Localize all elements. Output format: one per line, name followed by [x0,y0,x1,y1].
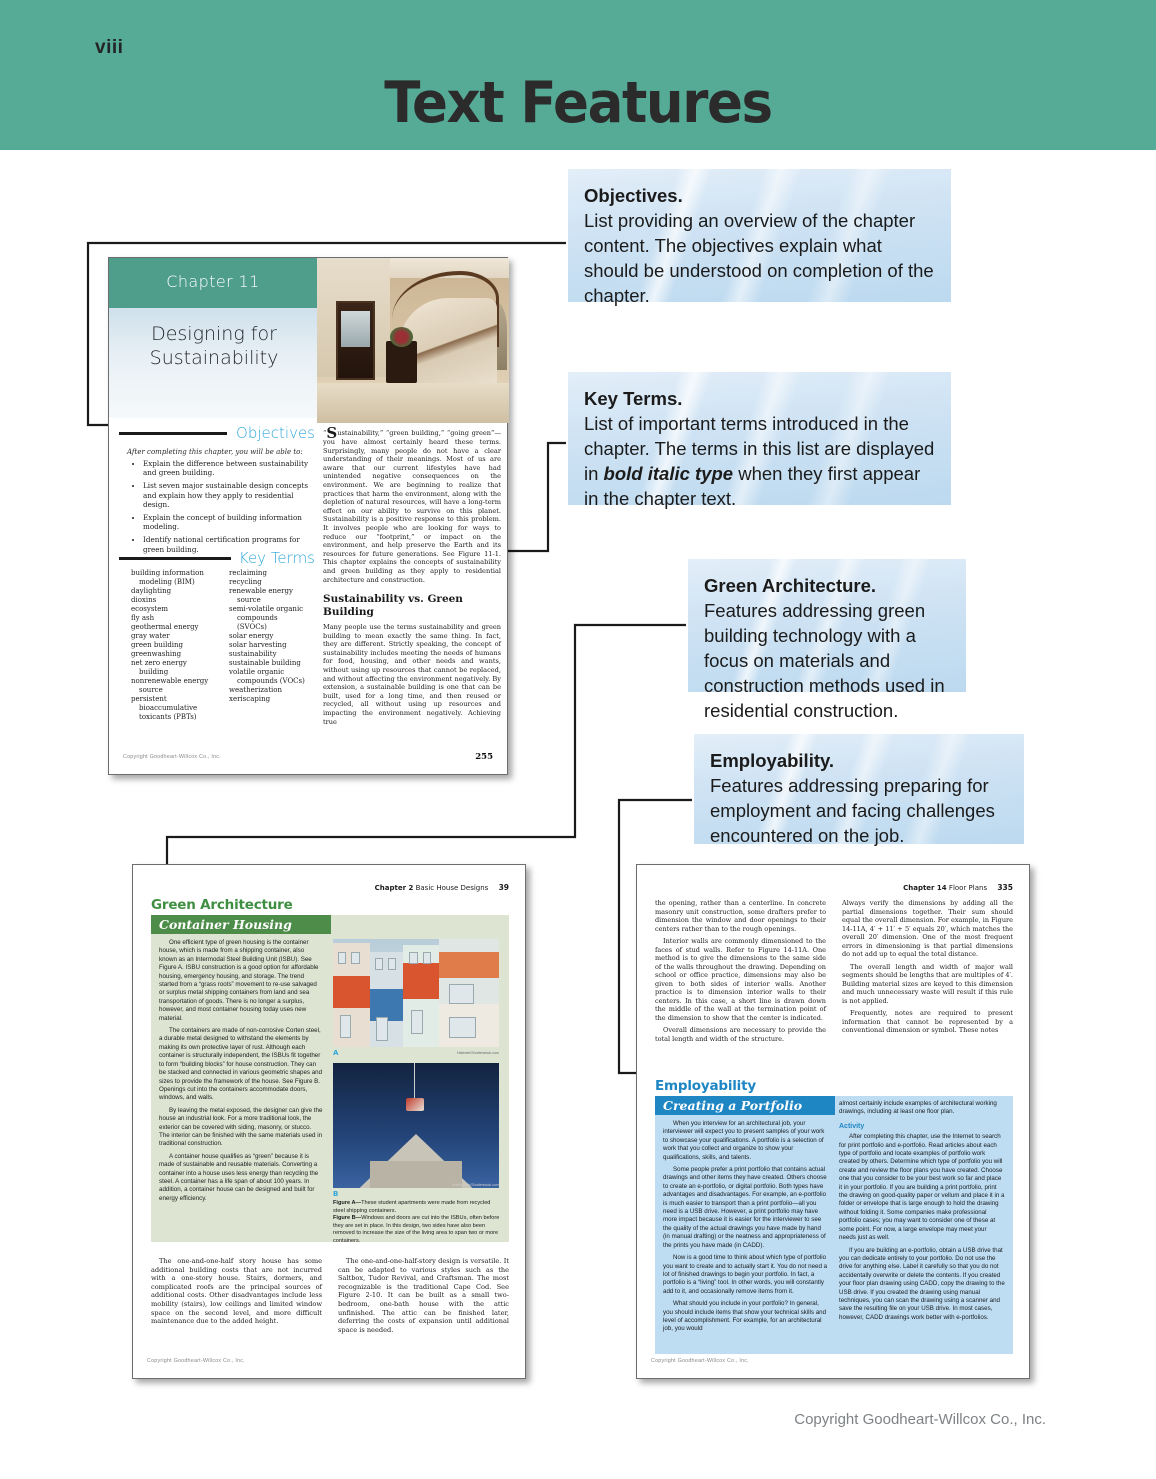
key-term: weatherization [229,686,282,694]
callout-objectives-title: Objectives. [584,185,683,206]
key-term: compounds (VOCs) [237,677,305,685]
running-head-chapter: Chapter 14 [903,884,947,892]
paragraph: Some people prefer a print portfolio that contains actual drawings and other items they have created. Others choose to create an e-portfolio, or digital portfolio. Both types have advantages and disadvantages. For example, an e-portfolio is much easier to transport than a print portfolio—all you need is a USB drive. However, a print portfolio may have more impact because it is easier for the interviewer to see the quality of the actual drawings you have made by hand (in manual drafting) or the neatness and appropriateness of the prints you have made (in CADD). [663,1166,827,1249]
key-term: renewable energy [229,587,293,595]
objectives-heading-row [119,424,315,442]
key-term: modeling (BIM) [139,578,195,586]
list-item: • Identify national certification programs for green building. [143,535,309,554]
green-architecture-heading: Green Architecture [151,897,293,913]
paragraph: One efficient type of green housing is the container house, which is made from a shipping container, also known as an Intermodal Steel Building Unit (ISBU). See Figure A. ISBU construction is a good option for affordable housing, emergency housing, and storage. The trend started from a “grass roots” movement to re-use salvaged or surplus metal shipping containers from land and sea transportation of goods. There is no longer a surplus, however, and most container housing today uses new material. [159,939,319,1022]
section-heading: Sustainability vs. Green Building [323,593,463,619]
figure-b-container-house-photo [333,1063,499,1188]
paragraph: After completing this chapter, use the Internet to search for print portfolio and e-portfolio. Read articles about each type of portfolio and locate examples of portfolio work created by others. Determine which type of portfolio you will create and review the floor plans you have created. Choose one that you consider to be your best work so far and place it in your portfolio. If you are building a print portfolio, print the drawing on good-quality paper or vellum and place it in a folder or envelope that is large enough to hold the drawing without folding it. Some companies make professional portfolio cases; you may want to consider one of these at some point. For now, a large envelope may meet your needs just as well. [839,1133,1005,1242]
key-term: bioaccumulative [139,704,198,712]
running-head-title: Floor Plans [948,884,988,892]
list-item: • List seven major sustainable design concepts and explain how they apply to residential design. [143,481,309,509]
figure-captions [333,1200,501,1246]
callout-employability-title: Employability. [710,750,835,771]
green-architecture-subhead-banner [151,915,331,934]
running-head-title: Basic House Designs [415,884,489,892]
book-page-chapter-opener [108,257,508,775]
key-term: net zero energy [131,659,187,667]
key-term: solar harvesting [229,641,287,649]
paragraph: Frequently, notes are required to present information that cannot be represented by a conventional dimension or symbol. These notes [842,1009,1013,1034]
figure-a-caption: These student apartments were made from recycled steel shipping containers. [333,1200,491,1214]
employability-panel [655,1096,1013,1354]
objectives-heading: Objectives [236,424,315,442]
figure-a-caption-label: Figure A— [333,1200,362,1206]
key-term: sustainable building [229,659,301,667]
chapter-title-line1: Designing for [151,323,277,345]
callout-key-terms [568,372,951,509]
running-head [903,883,1013,892]
chapter-title-line2: Sustainability [149,347,279,369]
objectives-rule [119,432,227,435]
key-term: building information [131,569,204,577]
paragraph: Overall dimensions are necessary to provide the total length and width of the structure. [655,1026,826,1043]
callout-green-architecture [688,559,966,721]
employability-subhead-banner [655,1096,835,1115]
paragraph: The overall length and width of major wall segments should be lengths that are multiples of 4′. Building material sizes are keyed to this dimension and much unnecessary waste will result if this rule is not applied. [842,962,1013,1005]
floor-plans-column-left [655,899,826,1047]
key-terms-column-1 [131,569,217,722]
key-term: reclaiming [229,569,267,577]
key-term: ecosystem [131,605,169,613]
page-copyright: Copyright Goodheart-Willcox Co., Inc. [147,1358,245,1364]
paragraph: What should you include in your portfolio? In general, you should include items that show your technical skills and level of accomplishment. For example, for an architectural job, you would [663,1300,827,1333]
callout-key-terms-body-part1: List of important terms introduced in the chapter. The terms in this list are displayed in [584,413,935,484]
running-head-chapter: Chapter 2 [374,884,414,892]
key-term: green building [131,641,184,649]
activity-heading: Activity [839,1122,865,1130]
paragraph: Now is a good time to think about which type of portfolio you want to create and to actually start it. You do not need a lot of finished drawings to begin your portfolio. In fact, a portfolio is a “living” tool. In other words, you will constantly add to it, and occasionally remove items from it. [663,1254,828,1295]
callout-key-terms-body-part2: when they first appear in the chapter text. [584,463,921,509]
key-term: solar energy [229,632,274,640]
callout-objectives-body: List providing an overview of the chapter content. The objectives explain what should be understood on completion of the chapter. [584,210,934,306]
green-architecture-panel [151,915,509,1242]
running-head [375,883,509,892]
figure-a-credit: Halenek/Shutterstock.com [457,1051,499,1055]
green-architecture-subhead: Container Housing [159,917,292,932]
paragraph: The one-and-one-half-story design is versatile. It can be adapted to various styles such as the Saltbox, Tudor Revival, and Craftsman. The most recognizable is the traditional Cape Cod. See Figure 2-10. It can be built as a small two-bedroom, one-bath house with the attic unfinished. The attic can be finished later, deferring the costs of expansion until additional space is needed. [338,1257,509,1334]
paragraph: almost certainly include examples of architectural working drawings, including at least one floor plan. [839,1100,997,1116]
key-term: fly ash [131,614,155,622]
key-term: building [139,668,169,676]
paragraph: By leaving the metal exposed, the designer can give the house an industrial look. For a more traditional look, the exterior can be covered with siding, masonry, or stucco. The interior can be finished with the same materials used in traditional construction. [159,1106,323,1148]
list-item: • Explain the concept of building information modeling. [143,513,309,532]
page-folio: 335 [997,883,1013,892]
employability-body-right [839,1100,1005,1326]
paragraph: The containers are made of non-corrosive Corten steel, a durable metal designed to withstand the elements by making its own protective layer of rust. Although each container is structurally independent, the ISBUs fit together to form “building blocks” for house construction. They can be stacked and connected in various geometric shapes and sizes to provide the framework of the house. See Figure B. Openings cut into the containers accommodate doors, windows, and walls. [159,1027,323,1102]
callout-employability-body: Features addressing preparing for employment and facing challenges encountered on the job. [710,775,995,846]
paragraph: The one-and-one-half story house has some additional building costs that are not incurred with a one-story house. Stairs, dormers, and complicated roofs are the principal sources of additional costs. Other disadvantages include less mobility (stairs), low ceilings and limited window space on the second level, and more difficult maintenance due to the added height. [151,1257,322,1326]
bottom-column-right [338,1257,509,1338]
objectives-list [133,459,309,558]
employability-body-left [663,1120,829,1338]
callout-employability [694,734,1024,844]
key-term: source [237,596,261,604]
book-page-green-architecture [132,864,526,1379]
employability-subhead: Creating a Portfolio [663,1098,803,1113]
floor-plans-column-right [842,899,1013,1047]
page-number: viii [95,37,124,58]
figure-b-caption-label: Figure B— [333,1215,362,1222]
paragraph: If you are building an e-portfolio, obtain a USB drive that you can dedicate entirely to your portfolio. Do not use the drive for anything else. Label it carefully so that you do not accidentally overwrite or delete the contents. If you created your floor plan drawing using CADD, copy the drawing to the USB drive. If you created the drawing using manual techniques, you can scan the drawing using a scanner and save the resulting file on your USB drive. In most cases, however, CADD drawings work better with e-portfolios. [839,1246,1005,1321]
paragraph: A container house qualifies as “green” because it is made of sustainable and reusable materials. Converting a container into a house uses less energy than recycling the steel. A container has a life span of about 100 years. In addition, a container house can be designed and built for energy efficiency. [159,1152,319,1202]
figure-a-container-apartments-photo [333,939,499,1055]
book-page-employability [636,864,1030,1379]
paragraph: Always verify the dimensions by adding all the partial dimensions together. Their sum should equal the overall dimension. For example, in Figure 14-11A, 4′ + 11′ + 5′ equals 20′, which matches the overall 20′ dimension. One of the most frequent errors in dimensioning is that partial dimensions do not add up to equal the total distance. [842,899,1013,958]
callout-green-architecture-title: Green Architecture. [704,575,877,596]
floor-plans-columns [655,899,1013,1047]
page-folio: 39 [498,883,509,892]
opening-paragraph: “Sustainability,” “green building,” “going green”—you have almost certainly heard these terms. Surprisingly, many people do not have a clear understanding of their meanings. Most of us are aware that our current lifestyles have had unintended negative consequences on the environment. We are beginning to realize that practices that harm the environment, along with the depletion of natural resources, will have a long-term effect on our ability to survive on this planet. Sustainability is a positive response to this problem. It involves people who are looking for ways to reduce our “footprint,” or impact on the environment, and help preserve the Earth and its resources for future generations. See Figure 11-1. This chapter explains the concepts of sustainability and green building as they apply to residential architecture and construction. [323,424,501,584]
employability-heading: Employability [655,1078,756,1094]
callout-key-terms-emphasis: bold italic type [603,463,734,484]
chapter-label: Chapter 11 [166,272,260,291]
callout-key-terms-title: Key Terms. [584,388,683,409]
bottom-column-left [151,1257,322,1338]
page39-bottom-columns [151,1257,509,1338]
callout-green-architecture-body: Features addressing green building technology with a focus on materials and construction methods used in residential construction. [704,600,945,721]
page-copyright: Copyright Goodheart-Willcox Co., Inc. [651,1358,749,1364]
callout-objectives [568,169,951,306]
page-folio: 255 [475,752,493,762]
key-term: sustainability [229,650,277,658]
paragraph: Interior walls are commonly dimensioned to the faces of stud walls. Refer to Figure 14-11A. One method is to give the dimensions to the same side of the walls throughout the drawing. Depending on school or office practice, dimensions may also be given to both sides of interior walls. Another practice is to dimension interior walls to their centers. In this case, a short line is drawn down the middle of the wall at the termination point of the dimension to show that the center is indicated. [655,937,826,1022]
section-paragraph: Many people use the terms sustainability and green building to mean exactly the same thing. In fact, they are different. Strictly speaking, the concept of sustainability includes meeting the needs of humans for food, housing, and other needs and wants, without using up resources that cannot be replaced, and without affecting the environment negatively. By extension, a sustainable building is one that can be built, used for a long time, and then reused or recycled, all without using up resources and impacting the environment negatively. Achieving true [323,623,501,726]
key-term: greenwashing [131,650,182,658]
paragraph: the opening, rather than a centerline. In concrete masonry unit construction, some drafters prefer to dimension the window and door openings to their centers rather than to the rough openings. [655,899,826,933]
key-term: geothermal energy [131,623,199,631]
key-term: nonrenewable energy [131,677,209,685]
key-terms-columns [131,569,316,722]
figure-b-letter: B [333,1190,339,1198]
key-term: source [139,686,163,694]
key-terms-column-2 [229,569,315,722]
chapter-body-column [323,424,501,730]
list-item: • Explain the difference between sustainability and green building. [143,459,309,478]
key-terms-heading: Key Terms [238,549,315,567]
key-term: recycling [229,578,262,586]
drop-cap: S [326,424,338,442]
page-copyright: Copyright Goodheart-Willcox Co., Inc. [123,754,221,760]
key-term: gray water [131,632,170,640]
key-term: (SVOCs) [237,623,267,631]
key-term: daylighting [131,587,172,595]
chapter-title [119,322,309,370]
objectives-intro: After completing this chapter, you will be able to: [127,448,303,456]
green-architecture-body [159,939,323,1207]
key-term: persistent [131,695,167,703]
key-term: dioxins [131,596,157,604]
figure-b-credit: Martin Blok/Shutterstock.com [452,1183,499,1187]
key-term: volatile organic [229,668,285,676]
key-term: semi-volatile organic [229,605,304,613]
key-term: toxicants (PBTs) [139,713,197,721]
page-title: Text Features [384,70,772,136]
key-term: compounds [237,614,278,622]
opening-paragraph-text: ustainability,” “green building,” “going green”—you have almost certainly heard these terms. Surprisingly, many people do not have a clear understanding of their meanings. Most of us are aware that our current lifestyles have had unintended negative consequences on the environment. We are beginning to realize that practices that harm the environment, along with the depletion of natural resources, will have a long-term effect on our ability to survive on this planet. Sustainability is a positive response to this problem. It involves people who are looking for ways to reduce our “footprint,” or impact on the environment, and help preserve the Earth and its resources for future generations. See Figure 11-1. This chapter explains the concepts of sustainability and green building as they apply to residential architecture and construction. [323,429,501,584]
key-term: xeriscaping [229,695,271,703]
key-terms-rule [119,557,231,560]
footer-copyright: Copyright Goodheart-Willcox Co., Inc. [794,1411,1046,1428]
paragraph: When you interview for an architectural job, your interviewer will expect you to present samples of your work to showcase your qualifications. A portfolio is a selection of work that you collect and organize to show your qualifications, skills, and talents. [663,1120,825,1161]
staircase-foyer-photo [317,258,509,423]
key-terms-heading-row [119,549,315,567]
figure-b-caption: Windows and doors are cut into the ISBUs, often before they are set in place. In this design, two sides have also been removed to increase the size of the living area to span two or more containers. [333,1215,500,1244]
figure-a-letter: A [333,1049,339,1057]
